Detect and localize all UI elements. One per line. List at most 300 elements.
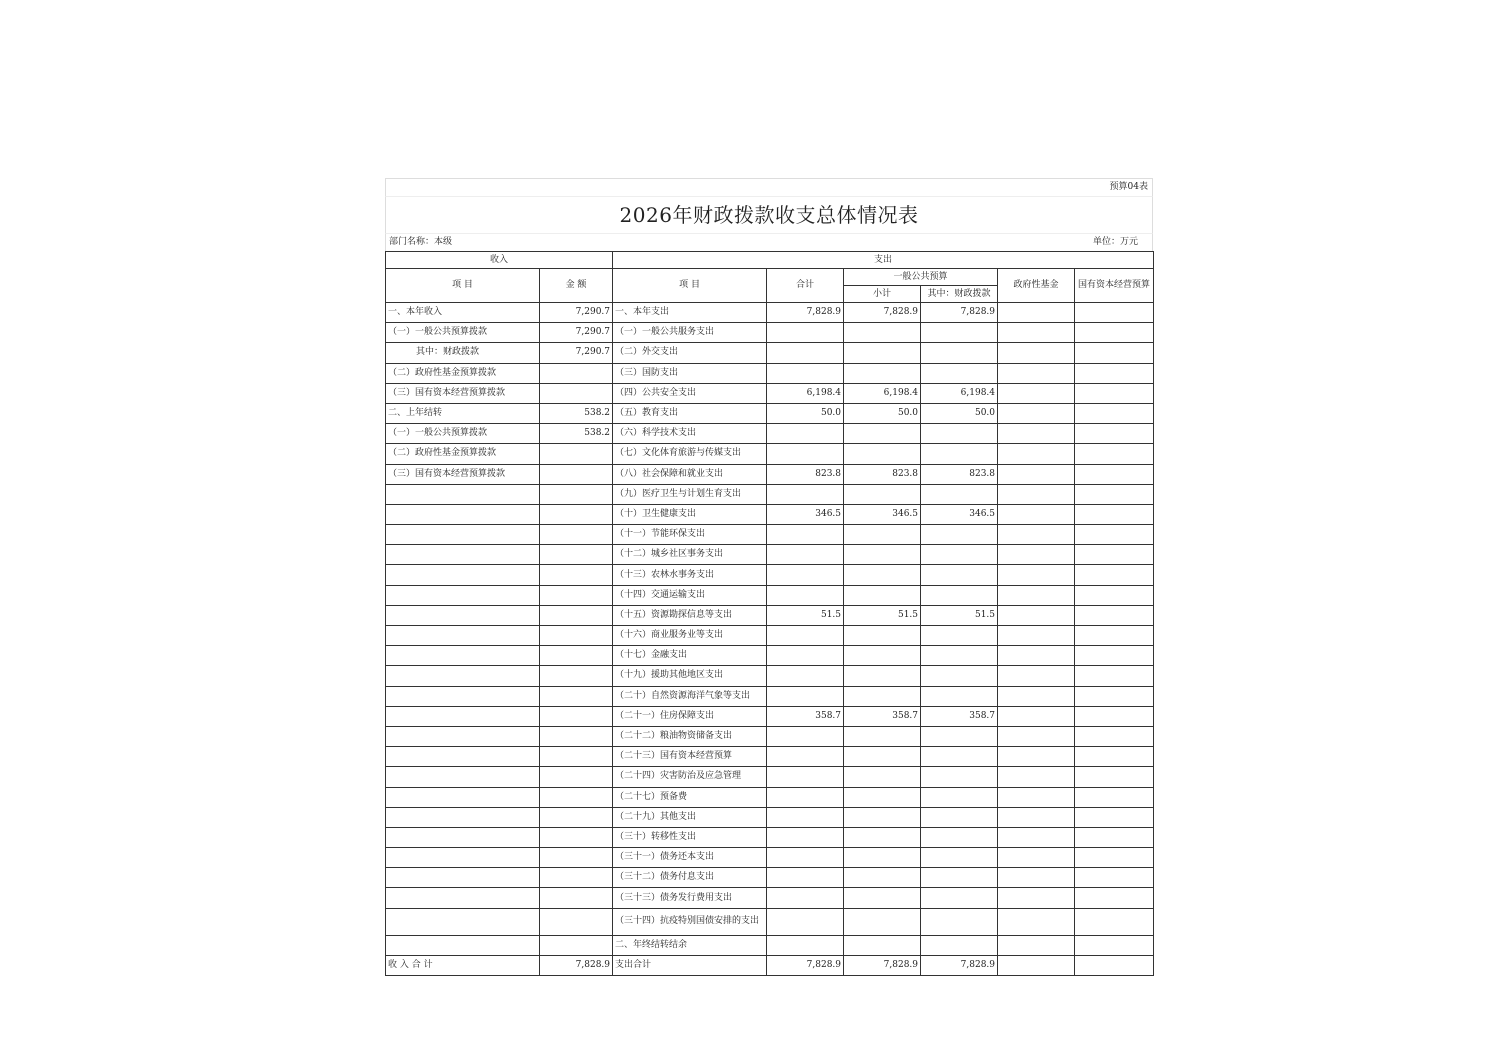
expense-item-cell: 支出合计 [613, 955, 767, 975]
total-cell: 7,828.9 [767, 303, 844, 323]
subtotal-cell [844, 807, 921, 827]
subtotal-cell [844, 646, 921, 666]
expense-item-cell: （二十一）住房保障支出 [613, 706, 767, 726]
income-item-cell [386, 787, 540, 807]
income-item-cell [386, 868, 540, 888]
gov-fund-cell [998, 646, 1075, 666]
fiscal-header: 其中：财政拨款 [921, 286, 998, 303]
gov-fund-cell [998, 868, 1075, 888]
expense-header: 支出 [613, 252, 1154, 269]
table-row [386, 323, 1154, 343]
fiscal-cell [921, 626, 998, 646]
gov-fund-cell [998, 626, 1075, 646]
income-amount-cell [540, 908, 613, 935]
expense-item-cell: （二十七）预备费 [613, 787, 767, 807]
subtotal-cell [844, 444, 921, 464]
subtotal-cell [844, 767, 921, 787]
income-item-cell [386, 888, 540, 908]
income-amount-cell [540, 827, 613, 847]
table-row [386, 444, 1154, 464]
income-amount-cell [540, 747, 613, 767]
total-cell [767, 747, 844, 767]
total-cell [767, 666, 844, 686]
gov-fund-cell [998, 424, 1075, 444]
fiscal-cell: 346.5 [921, 504, 998, 524]
income-item-cell [386, 504, 540, 524]
subtotal-cell [844, 626, 921, 646]
gov-fund-cell [998, 666, 1075, 686]
income-item-cell [386, 666, 540, 686]
fiscal-cell [921, 888, 998, 908]
state-capital-cell [1075, 504, 1154, 524]
expense-item-cell: （十一）节能环保支出 [613, 525, 767, 545]
income-amount-cell [540, 666, 613, 686]
income-amount-cell: 7,828.9 [540, 955, 613, 975]
expense-item-cell: （十九）援助其他地区支出 [613, 666, 767, 686]
table-row [386, 747, 1154, 767]
income-amount-header: 金 额 [540, 269, 613, 303]
expense-item-cell: （六）科学技术支出 [613, 424, 767, 444]
fiscal-cell [921, 545, 998, 565]
department-label: 部门名称：本级 [389, 237, 453, 247]
state-capital-cell [1075, 888, 1154, 908]
meta-row [385, 233, 1153, 251]
total-cell: 346.5 [767, 504, 844, 524]
total-cell [767, 585, 844, 605]
table-row [386, 363, 1154, 383]
expense-item-cell: 一、本年支出 [613, 303, 767, 323]
gov-fund-cell [998, 726, 1075, 746]
unit-label: 单位：万元 [1092, 237, 1138, 247]
gov-fund-cell [998, 484, 1075, 504]
state-capital-cell [1075, 525, 1154, 545]
state-capital-cell [1075, 585, 1154, 605]
income-amount-cell [540, 504, 613, 524]
table-row [386, 504, 1154, 524]
subtotal-cell [844, 323, 921, 343]
expense-item-header: 项 目 [613, 269, 767, 303]
state-capital-cell [1075, 807, 1154, 827]
income-amount-cell [540, 767, 613, 787]
expense-item-cell: （二十二）粮油物资储备支出 [613, 726, 767, 746]
state-capital-cell [1075, 545, 1154, 565]
total-cell [767, 363, 844, 383]
expense-item-cell: （十二）城乡社区事务支出 [613, 545, 767, 565]
income-amount-cell [540, 484, 613, 504]
table-row [386, 726, 1154, 746]
table-row [386, 585, 1154, 605]
income-item-cell: 其中：财政拨款 [386, 343, 540, 363]
state-capital-cell [1075, 767, 1154, 787]
income-item-cell: 二、上年结转 [386, 403, 540, 423]
income-amount-cell [540, 706, 613, 726]
subtotal-cell [844, 908, 921, 935]
state-capital-cell [1075, 343, 1154, 363]
total-cell [767, 323, 844, 343]
gov-fund-cell [998, 955, 1075, 975]
income-item-cell [386, 827, 540, 847]
total-cell [767, 888, 844, 908]
table-row [386, 565, 1154, 585]
income-amount-cell [540, 646, 613, 666]
subtotal-cell [844, 484, 921, 504]
fiscal-cell [921, 424, 998, 444]
expense-item-cell: 二、年终结转结余 [613, 935, 767, 955]
total-cell [767, 726, 844, 746]
income-item-cell: （二）政府性基金预算拨款 [386, 444, 540, 464]
total-cell: 51.5 [767, 605, 844, 625]
gov-fund-cell [998, 383, 1075, 403]
expense-item-cell: （三十三）债务发行费用支出 [613, 888, 767, 908]
subtotal-cell: 346.5 [844, 504, 921, 524]
income-item-cell [386, 585, 540, 605]
income-item-cell [386, 525, 540, 545]
gov-fund-cell [998, 787, 1075, 807]
total-cell [767, 807, 844, 827]
table-row [386, 343, 1154, 363]
state-capital-cell [1075, 565, 1154, 585]
income-amount-cell [540, 868, 613, 888]
income-item-cell [386, 626, 540, 646]
income-header: 收入 [386, 252, 613, 269]
table-row [386, 827, 1154, 847]
gov-fund-cell [998, 403, 1075, 423]
table-row [386, 888, 1154, 908]
total-cell [767, 935, 844, 955]
gov-fund-cell [998, 504, 1075, 524]
table-row [386, 807, 1154, 827]
subtotal-cell: 6,198.4 [844, 383, 921, 403]
subtotal-cell [844, 525, 921, 545]
table-row [386, 424, 1154, 444]
gov-fund-cell [998, 686, 1075, 706]
income-amount-cell [540, 464, 613, 484]
total-cell [767, 626, 844, 646]
income-item-cell [386, 726, 540, 746]
fiscal-cell [921, 747, 998, 767]
income-amount-cell: 7,290.7 [540, 323, 613, 343]
table-row [386, 545, 1154, 565]
state-capital-cell [1075, 686, 1154, 706]
budget-table [385, 251, 1154, 976]
state-capital-cell [1075, 787, 1154, 807]
table-row [386, 686, 1154, 706]
subtotal-cell [844, 935, 921, 955]
expense-item-cell: （三十二）债务付息支出 [613, 868, 767, 888]
fiscal-cell [921, 767, 998, 787]
table-row [386, 403, 1154, 423]
income-item-cell [386, 747, 540, 767]
income-amount-cell: 7,290.7 [540, 303, 613, 323]
fiscal-cell: 50.0 [921, 403, 998, 423]
income-item-cell [386, 807, 540, 827]
state-capital-cell [1075, 444, 1154, 464]
table-row [386, 666, 1154, 686]
expense-item-cell: （十七）金融支出 [613, 646, 767, 666]
table-row [386, 464, 1154, 484]
state-capital-cell [1075, 403, 1154, 423]
total-header: 合计 [767, 269, 844, 303]
income-item-cell [386, 545, 540, 565]
state-capital-cell [1075, 464, 1154, 484]
state-capital-cell [1075, 908, 1154, 935]
gov-fund-cell [998, 807, 1075, 827]
state-capital-cell [1075, 484, 1154, 504]
subtotal-cell: 50.0 [844, 403, 921, 423]
total-cell [767, 545, 844, 565]
subtotal-cell: 7,828.9 [844, 303, 921, 323]
income-item-cell [386, 484, 540, 504]
state-capital-cell [1075, 955, 1154, 975]
state-capital-cell [1075, 383, 1154, 403]
table-body [386, 303, 1154, 976]
gov-fund-cell [998, 323, 1075, 343]
state-capital-cell [1075, 868, 1154, 888]
income-amount-cell [540, 363, 613, 383]
state-capital-cell [1075, 747, 1154, 767]
subtotal-cell [844, 424, 921, 444]
subtotal-cell: 51.5 [844, 605, 921, 625]
gov-fund-cell [998, 363, 1075, 383]
income-item-cell: （一）一般公共预算拨款 [386, 323, 540, 343]
table-row [386, 646, 1154, 666]
state-capital-cell [1075, 303, 1154, 323]
income-item-cell [386, 848, 540, 868]
gov-fund-cell [998, 303, 1075, 323]
expense-item-cell: （三十一）债务还本支出 [613, 848, 767, 868]
gov-fund-cell [998, 767, 1075, 787]
total-cell: 6,198.4 [767, 383, 844, 403]
expense-item-cell: （十五）资源勘探信息等支出 [613, 605, 767, 625]
fiscal-cell: 358.7 [921, 706, 998, 726]
budget-sheet [385, 178, 1153, 976]
table-row [386, 955, 1154, 975]
table-row [386, 908, 1154, 935]
fiscal-cell [921, 787, 998, 807]
fiscal-cell [921, 666, 998, 686]
fiscal-cell [921, 827, 998, 847]
state-capital-header: 国有资本经营预算 [1075, 269, 1154, 303]
subtotal-cell [844, 565, 921, 585]
expense-item-cell: （二）外交支出 [613, 343, 767, 363]
gov-fund-cell [998, 585, 1075, 605]
income-amount-cell [540, 585, 613, 605]
gov-fund-cell [998, 343, 1075, 363]
income-item-cell: （三）国有资本经营预算拨款 [386, 464, 540, 484]
fiscal-cell [921, 646, 998, 666]
fiscal-cell [921, 848, 998, 868]
gov-fund-cell [998, 605, 1075, 625]
total-cell: 823.8 [767, 464, 844, 484]
income-amount-cell: 538.2 [540, 424, 613, 444]
income-amount-cell [540, 686, 613, 706]
income-item-cell [386, 686, 540, 706]
total-cell [767, 565, 844, 585]
fiscal-cell [921, 343, 998, 363]
income-item-cell: （二）政府性基金预算拨款 [386, 363, 540, 383]
subtotal-cell [844, 585, 921, 605]
income-item-header: 项 目 [386, 269, 540, 303]
expense-item-cell: （二十四）灾害防治及应急管理 [613, 767, 767, 787]
subtotal-cell [844, 666, 921, 686]
gov-fund-cell [998, 525, 1075, 545]
gov-fund-cell [998, 464, 1075, 484]
income-amount-cell [540, 935, 613, 955]
income-amount-cell [540, 807, 613, 827]
fiscal-cell [921, 935, 998, 955]
income-amount-cell [540, 888, 613, 908]
total-cell: 50.0 [767, 403, 844, 423]
total-cell [767, 525, 844, 545]
expense-item-cell: （十四）交通运输支出 [613, 585, 767, 605]
state-capital-cell [1075, 626, 1154, 646]
state-capital-cell [1075, 935, 1154, 955]
expense-item-cell: （三十四）抗疫特别国债安排的支出 [613, 908, 767, 935]
total-cell [767, 787, 844, 807]
total-cell: 7,828.9 [767, 955, 844, 975]
general-budget-header: 一般公共预算 [844, 269, 998, 286]
table-row [386, 605, 1154, 625]
table-row [386, 935, 1154, 955]
total-cell [767, 827, 844, 847]
subtotal-cell [844, 848, 921, 868]
total-cell [767, 908, 844, 935]
expense-item-cell: （十六）商业服务业等支出 [613, 626, 767, 646]
income-item-cell [386, 646, 540, 666]
subtotal-cell [844, 726, 921, 746]
fiscal-cell: 7,828.9 [921, 303, 998, 323]
fiscal-cell [921, 363, 998, 383]
income-amount-cell [540, 525, 613, 545]
income-item-cell [386, 908, 540, 935]
total-cell [767, 444, 844, 464]
total-cell [767, 484, 844, 504]
state-capital-cell [1075, 827, 1154, 847]
income-amount-cell [540, 565, 613, 585]
income-item-cell: （三）国有资本经营预算拨款 [386, 383, 540, 403]
gov-fund-cell [998, 935, 1075, 955]
total-cell [767, 848, 844, 868]
gov-fund-cell [998, 908, 1075, 935]
expense-item-cell: （八）社会保障和就业支出 [613, 464, 767, 484]
table-row [386, 383, 1154, 403]
expense-item-cell: （四）公共安全支出 [613, 383, 767, 403]
fiscal-cell [921, 444, 998, 464]
table-row [386, 484, 1154, 504]
total-cell [767, 646, 844, 666]
expense-item-cell: （十）卫生健康支出 [613, 504, 767, 524]
gov-fund-cell [998, 827, 1075, 847]
gov-fund-header: 政府性基金 [998, 269, 1075, 303]
income-amount-cell: 7,290.7 [540, 343, 613, 363]
gov-fund-cell [998, 444, 1075, 464]
fiscal-cell [921, 565, 998, 585]
income-amount-cell [540, 726, 613, 746]
subtotal-cell [844, 868, 921, 888]
gov-fund-cell [998, 565, 1075, 585]
subtotal-cell: 823.8 [844, 464, 921, 484]
fiscal-cell [921, 908, 998, 935]
state-capital-cell [1075, 363, 1154, 383]
income-amount-cell [540, 848, 613, 868]
state-capital-cell [1075, 424, 1154, 444]
expense-item-cell: （九）医疗卫生与计划生育支出 [613, 484, 767, 504]
fiscal-cell [921, 484, 998, 504]
gov-fund-cell [998, 848, 1075, 868]
income-amount-cell [540, 787, 613, 807]
form-number: 预算04表 [385, 178, 1153, 196]
fiscal-cell: 7,828.9 [921, 955, 998, 975]
income-item-cell: （一）一般公共预算拨款 [386, 424, 540, 444]
income-amount-cell [540, 626, 613, 646]
income-amount-cell: 538.2 [540, 403, 613, 423]
state-capital-cell [1075, 706, 1154, 726]
table-row [386, 525, 1154, 545]
total-cell [767, 343, 844, 363]
table-row [386, 868, 1154, 888]
gov-fund-cell [998, 545, 1075, 565]
income-item-cell [386, 706, 540, 726]
fiscal-cell: 823.8 [921, 464, 998, 484]
subtotal-cell [844, 363, 921, 383]
expense-item-cell: （一）一般公共服务支出 [613, 323, 767, 343]
total-cell [767, 868, 844, 888]
expense-item-cell: （三十）转移性支出 [613, 827, 767, 847]
subtotal-cell [844, 888, 921, 908]
subtotal-cell: 358.7 [844, 706, 921, 726]
income-item-cell [386, 935, 540, 955]
gov-fund-cell [998, 747, 1075, 767]
table-row [386, 787, 1154, 807]
fiscal-cell: 6,198.4 [921, 383, 998, 403]
fiscal-cell [921, 585, 998, 605]
fiscal-cell [921, 868, 998, 888]
subtotal-cell: 7,828.9 [844, 955, 921, 975]
fiscal-cell [921, 726, 998, 746]
subtotal-cell [844, 827, 921, 847]
income-item-cell [386, 565, 540, 585]
subtotal-cell [844, 787, 921, 807]
total-cell [767, 686, 844, 706]
gov-fund-cell [998, 706, 1075, 726]
fiscal-cell [921, 686, 998, 706]
total-cell [767, 767, 844, 787]
expense-item-cell: （二十九）其他支出 [613, 807, 767, 827]
fiscal-cell: 51.5 [921, 605, 998, 625]
total-cell: 358.7 [767, 706, 844, 726]
state-capital-cell [1075, 848, 1154, 868]
fiscal-cell [921, 323, 998, 343]
income-amount-cell [540, 444, 613, 464]
expense-item-cell: （二十）自然资源海洋气象等支出 [613, 686, 767, 706]
state-capital-cell [1075, 323, 1154, 343]
state-capital-cell [1075, 726, 1154, 746]
gov-fund-cell [998, 888, 1075, 908]
table-row [386, 767, 1154, 787]
table-row [386, 303, 1154, 323]
state-capital-cell [1075, 605, 1154, 625]
income-item-cell [386, 767, 540, 787]
table-row [386, 626, 1154, 646]
subtotal-cell [844, 747, 921, 767]
fiscal-cell [921, 525, 998, 545]
expense-item-cell: （十三）农林水事务支出 [613, 565, 767, 585]
state-capital-cell [1075, 666, 1154, 686]
income-item-cell: 收 入 合 计 [386, 955, 540, 975]
income-amount-cell [540, 605, 613, 625]
total-cell [767, 424, 844, 444]
expense-item-cell: （二十三）国有资本经营预算 [613, 747, 767, 767]
